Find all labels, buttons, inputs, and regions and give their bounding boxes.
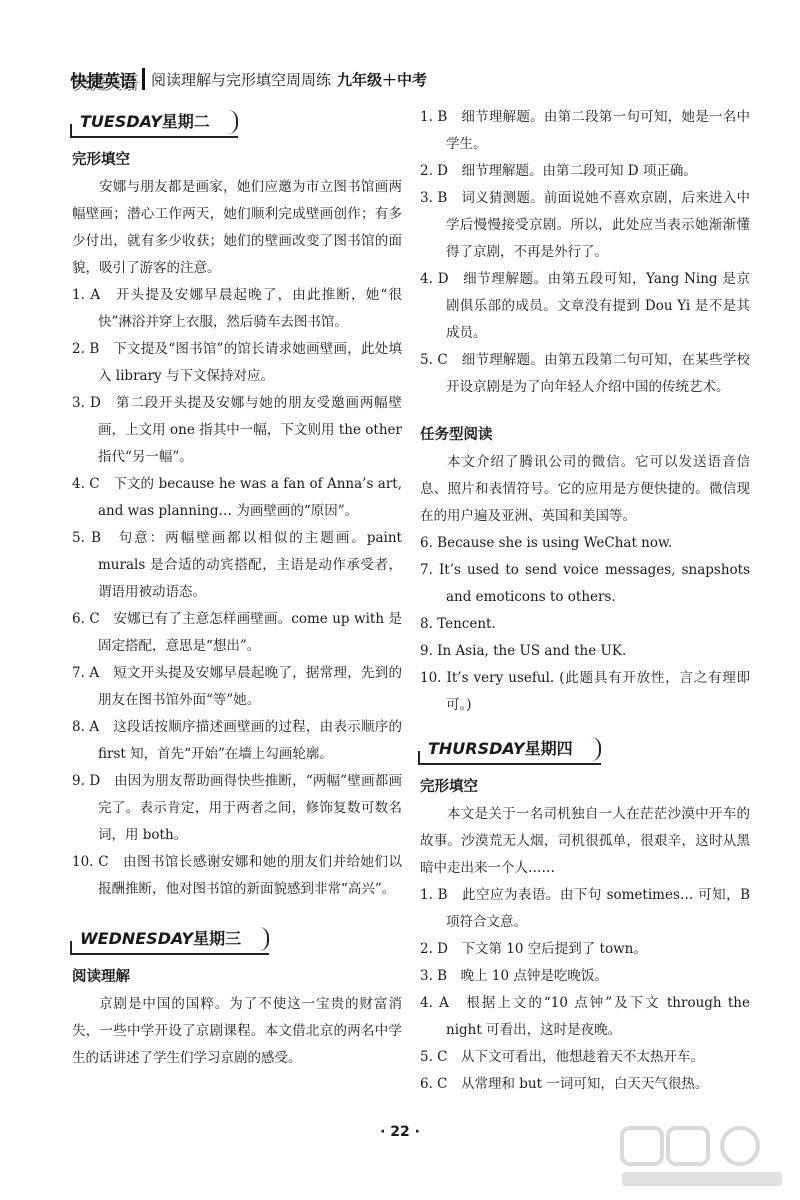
wednesday-intro: 京剧是中国的国粹。为了不使这一宝贵的财富消失，一些中学开设了京剧课程。本文借北京的两名中学生的话讲述了学生们学习京剧的感受。 — [72, 996, 402, 1066]
task-section-title: 任务型阅读 — [420, 427, 493, 443]
tuesday-answer: 2. B 下文提及“图书馆”的馆长请求她画壁画，此处填入 library 与下文保持对应。 — [72, 341, 402, 384]
task-answer: 9. In Asia, the US and the UK. — [420, 643, 627, 659]
task-answer: 6. Because she is using WeChat now. — [420, 535, 673, 551]
wednesday-answer: 3. B 词义猜测题。前面说她不喜欢京剧，后来进入中学后慢慢接受京剧。所以，此处应当表示她渐渐懂得了京剧，不再是外行了。 — [420, 190, 750, 260]
thursday-intro: 本文是关于一名司机独自一人在茫茫沙漠中开车的故事。沙漠荒无人烟，司机很孤单，很艰辛，这时从黑暗中走出来一个人…… — [420, 806, 750, 876]
wednesday-answer: 5. C 细节理解题。由第五段第二句可知，在某些学校开设京剧是为了向年轻人介绍中国的传统艺术。 — [420, 352, 750, 395]
tuesday-answer: 4. C 下文的 because he was a fan of Anna’s art, and was planning… 为画壁画的“原因”。 — [72, 476, 402, 519]
tuesday-answer: 3. D 第二段开头提及安娜与她的朋友受邀画两幅壁画，上文用 one 指其中一幅，下文则用 the other 指代“另一幅”。 — [72, 395, 402, 465]
wednesday-answer: 2. D 细节理解题。由第二段可知 D 项正确。 — [420, 163, 697, 179]
task-intro: 本文介绍了腾讯公司的微信。它可以发送语音信息、照片和表情符号。它的应用是方便快捷的。微信现在的用户遍及亚洲、英国和美国等。 — [420, 454, 750, 524]
tuesday-section-title: 完形填空 — [72, 152, 130, 168]
thursday-en: THURSDAY — [428, 739, 525, 758]
tuesday-answer: 6. C 安娜已有了主意怎样画壁画。come up with 是固定搭配，意思是“想出”。 — [72, 611, 402, 654]
wednesday-answer: 1. B 细节理解题。由第二段第一句可知，她是一名中学生。 — [420, 109, 750, 152]
thursday-answer: 3. B 晚上 10 点钟是吃晚饭。 — [420, 968, 608, 984]
tuesday-answer: 5. B 句意：两幅壁画都以相似的主题画。paint murals 是合适的动宾搭配，主语是动作承受者，谓语用被动语态。 — [72, 530, 402, 600]
task-answer: 7. It’s used to send voice messages, snapshots and emoticons to others. — [420, 562, 750, 605]
page-header — [70, 66, 427, 92]
right-column — [420, 104, 750, 1098]
tuesday-answer: 9. D 由因为朋友帮助画得快些推断，“两幅”壁画都画完了。表示肯定，用于两者之间，修饰复数可数名词，用 both。 — [72, 773, 402, 843]
header-grade: 九年级＋中考 — [337, 70, 428, 89]
tuesday-en: TUESDAY — [80, 112, 162, 131]
thursday-answer: 4. A 根据上文的“10 点钟”及下文 through the night 可看出，这时是夜晚。 — [420, 995, 750, 1038]
task-answer: 10. It’s very useful. (此题具有开放性，言之有理即可。) — [420, 670, 750, 713]
wednesday-cn: 星期三 — [193, 929, 242, 948]
page-number: · 22 · — [380, 1124, 420, 1140]
thursday-answer: 5. C 从下文可看出，他想趁着天不太热开车。 — [420, 1049, 705, 1065]
task-answer: 8. Tencent. — [420, 616, 496, 632]
tuesday-answer: 1. A 开头提及安娜早晨起晚了，由此推断，她“很快”淋浴并穿上衣服，然后骑车去图书馆。 — [72, 287, 402, 330]
tuesday-answer: 8. A 这段话按顺序描述画壁画的过程，由表示顺序的 first 知，首先“开始”在墙上勾画轮廓。 — [72, 719, 402, 762]
wednesday-en: WEDNESDAY — [80, 929, 194, 948]
tuesday-heading — [72, 108, 238, 138]
left-column — [72, 104, 402, 1072]
header-divider — [142, 68, 145, 90]
wednesday-heading — [72, 925, 269, 955]
thursday-answer: 2. D 下文第 10 空后提到了 town。 — [420, 941, 647, 957]
tuesday-answer: 7. A 短文开头提及安娜早晨起晚了，据常理，先到的朋友在图书馆外面“等”她。 — [72, 665, 402, 708]
brand-logo: 快捷英语 — [70, 71, 136, 92]
tuesday-intro: 安娜与朋友都是画家，她们应邀为市立图书馆画两幅壁画；潜心工作两天，她们顺利完成壁画创作；有多少付出，就有多少收获；她们的壁画改变了图书馆的面貌，吸引了游客的注意。 — [72, 179, 402, 276]
thursday-answer: 1. B 此空应为表语。由下句 sometimes… 可知，B 项符合文意。 — [420, 887, 750, 930]
thursday-heading — [420, 735, 601, 765]
thursday-section-title: 完形填空 — [420, 779, 478, 795]
thursday-answer: 6. C 从常理和 but 一词可知，白天天气很热。 — [420, 1076, 709, 1092]
wednesday-section-title: 阅读理解 — [72, 969, 130, 985]
header-title: 阅读理解与完形填空周周练 — [151, 70, 332, 89]
watermark-logo — [618, 1122, 788, 1192]
thursday-cn: 星期四 — [524, 739, 573, 758]
wednesday-answer: 4. D 细节理解题。由第五段可知，Yang Ning 是京剧俱乐部的成员。文章没有提到 Dou Yi 是不是其成员。 — [420, 271, 750, 341]
tuesday-cn: 星期二 — [161, 112, 210, 131]
tuesday-answer: 10. C 由图书馆长感谢安娜和她的朋友们并给她们以报酬推断，他对图书馆的新面貌感到非常“高兴”。 — [72, 854, 402, 897]
